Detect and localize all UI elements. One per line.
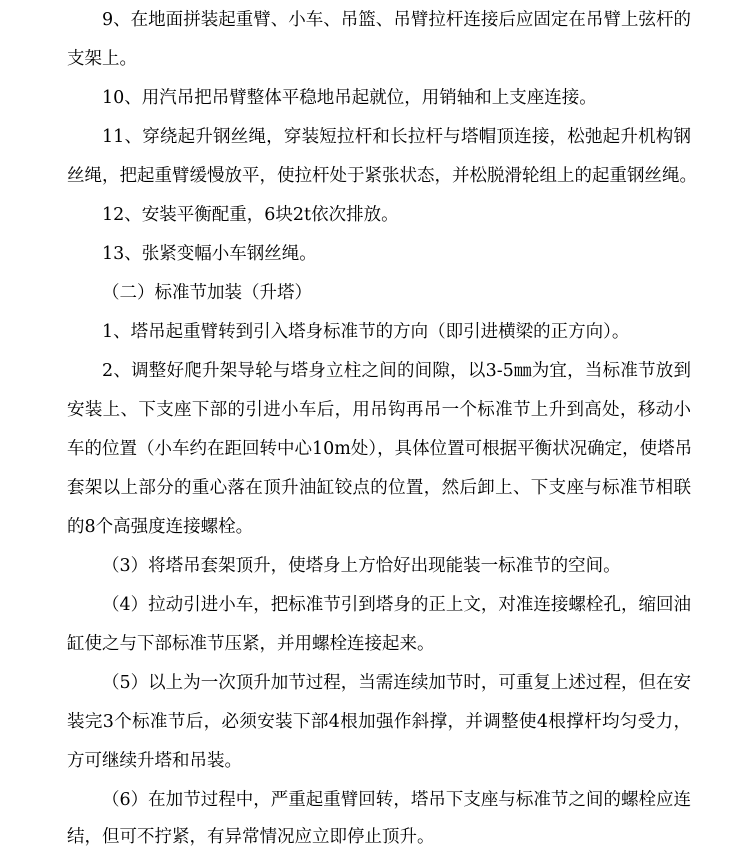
text-line: 缸使之与下部标准节压紧，并用螺栓连接起来。 <box>67 634 435 654</box>
text-line: 支架上。 <box>67 49 137 69</box>
text-line: 安装上、下支座下部的引进小车后，用吊钩再吊一个标准节上升到高处，移动小 <box>67 400 691 420</box>
text-line: 2、调整好爬升架导轮与塔身立柱之间的间隙，以3-5㎜为宜，当标准节放到 <box>102 361 691 381</box>
text-line: 13、张紧变幅小车钢丝绳。 <box>102 244 317 264</box>
text-line: 10、用汽吊把吊臂整体平稳地吊起就位，用销轴和上支座连接。 <box>102 88 597 108</box>
text-line: 结，但可不拧紧，有异常情况应立即停止顶升。 <box>67 827 435 847</box>
text-line: 装完3个标准节后，必须安装下部4根加强作斜撑，并调整使4根撑杆均匀受力， <box>67 712 691 732</box>
text-line: （3）将塔吊套架顶升，使塔身上方恰好出现能装一标准节的空间。 <box>102 556 621 576</box>
text-line: 9、在地面拼装起重臂、小车、吊篮、吊臂拉杆连接后应固定在吊臂上弦杆的 <box>102 10 691 30</box>
text-line: 套架以上部分的重心落在顶升油缸铰点的位置，然后卸上、下支座与标准节相联 <box>67 478 691 498</box>
text-line: 12、安装平衡配重，6块2t依次排放。 <box>102 205 399 225</box>
text-line: 丝绳，把起重臂缓慢放平，使拉杆处于紧张状态，并松脱滑轮组上的起重钢丝绳。 <box>67 166 697 186</box>
text-line: （4）拉动引进小车，把标准节引到塔身的正上文，对准连接螺栓孔，缩回油 <box>102 595 691 615</box>
text-line: （5）以上为一次顶升加节过程，当需连续加节时，可重复上述过程，但在安 <box>102 673 691 693</box>
text-line: 11、穿绕起升钢丝绳，穿装短拉杆和长拉杆与塔帽顶连接，松弛起升机构钢 <box>102 127 691 147</box>
text-line: 1、塔吊起重臂转到引入塔身标准节的方向（即引进横梁的正方向）。 <box>102 322 630 342</box>
text-line: （6）在加节过程中，严重起重臂回转，塔吊下支座与标准节之间的螺栓应连 <box>102 790 691 810</box>
section-heading: （二）标准节加装（升塔） <box>102 283 312 303</box>
text-line: 车的位置（小车约在距回转中心10m处），具体位置可根据平衡状况确定，使塔吊 <box>67 439 693 459</box>
text-line: 的8个高强度连接螺栓。 <box>67 517 254 537</box>
text-line: 方可继续升塔和吊装。 <box>67 751 242 771</box>
